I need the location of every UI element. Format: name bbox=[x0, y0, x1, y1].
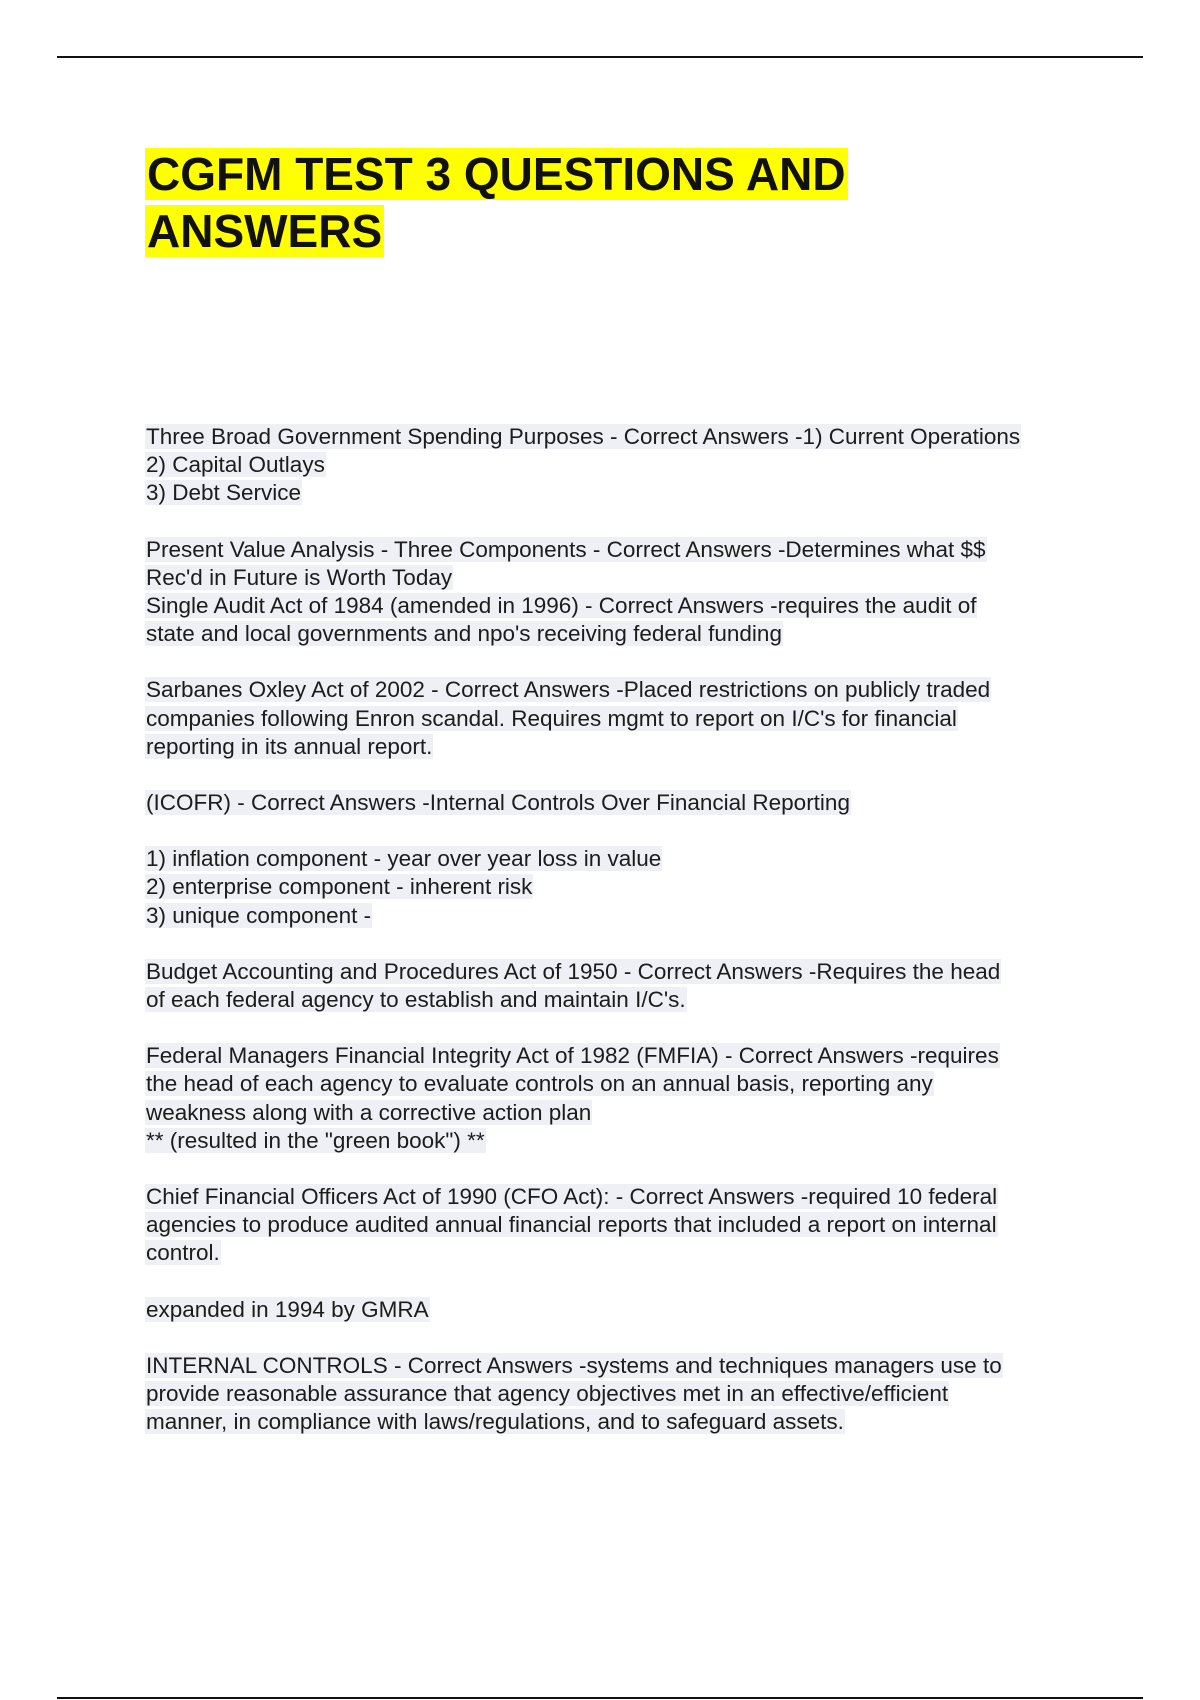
title-line-2: ANSWERS bbox=[147, 205, 383, 257]
paragraph-budget-accounting-act bbox=[145, 958, 1105, 1014]
text-line: the head of each agency to evaluate controls on an annual basis, reporting any bbox=[146, 1071, 933, 1097]
paragraph-icofr bbox=[145, 789, 1105, 817]
text-line: provide reasonable assurance that agency objectives met in an effective/efficient bbox=[146, 1381, 949, 1407]
text-line: 1) inflation component - year over year loss in value bbox=[146, 846, 662, 872]
paragraph-sarbanes-oxley bbox=[145, 676, 1105, 761]
text-line: reporting in its annual report. bbox=[146, 733, 433, 759]
text-line: Sarbanes Oxley Act of 2002 - Correct Answers -Placed restrictions on publicly traded bbox=[146, 677, 991, 703]
text-line: companies following Enron scandal. Requires mgmt to report on I/C's for financial bbox=[146, 705, 957, 731]
text-line: 3) unique component - bbox=[146, 902, 372, 928]
bottom-rule bbox=[57, 1697, 1143, 1699]
text-line: weakness along with a corrective action plan bbox=[146, 1099, 592, 1125]
paragraph-internal-controls bbox=[145, 1352, 1105, 1437]
top-rule bbox=[57, 56, 1143, 58]
text-line: manner, in compliance with laws/regulations, and to safeguard assets. bbox=[146, 1409, 844, 1435]
text-line: Federal Managers Financial Integrity Act of 1982 (FMFIA) - Correct Answers -requires bbox=[146, 1043, 999, 1069]
text-line: control. bbox=[146, 1240, 220, 1266]
text-line: Single Audit Act of 1984 (amended in 1996) - Correct Answers -requires the audit of bbox=[146, 593, 977, 619]
text-line: 2) Capital Outlays bbox=[146, 452, 325, 478]
paragraph-spending-purposes bbox=[145, 423, 1105, 508]
text-line: INTERNAL CONTROLS - Correct Answers -systems and techniques managers use to bbox=[146, 1352, 1002, 1378]
text-line: Present Value Analysis - Three Components - Correct Answers -Determines what $$ bbox=[146, 536, 986, 562]
paragraph-gmra bbox=[145, 1296, 1105, 1324]
title-line-1: CGFM TEST 3 QUESTIONS AND bbox=[147, 148, 846, 200]
paragraph-cfo-act bbox=[145, 1183, 1105, 1268]
text-line: 2) enterprise component - inherent risk bbox=[146, 874, 533, 900]
text-line: state and local governments and npo's receiving federal funding bbox=[146, 621, 782, 647]
text-line: Chief Financial Officers Act of 1990 (CFO Act): - Correct Answers -required 10 federal bbox=[146, 1184, 998, 1210]
document-body bbox=[145, 423, 1105, 1464]
text-line: Rec'd in Future is Worth Today bbox=[146, 564, 453, 590]
text-line: 3) Debt Service bbox=[146, 480, 302, 506]
paragraph-components bbox=[145, 845, 1105, 930]
page-title bbox=[145, 146, 905, 260]
text-line: agencies to produce audited annual financial reports that included a report on internal bbox=[146, 1212, 997, 1238]
text-line: expanded in 1994 by GMRA bbox=[146, 1296, 429, 1322]
paragraph-single-audit-act bbox=[145, 592, 1105, 648]
text-line: Three Broad Government Spending Purposes - Correct Answers -1) Current Operations bbox=[146, 424, 1021, 449]
paragraph-present-value bbox=[145, 536, 1105, 592]
text-line: ** (resulted in the "green book") ** bbox=[146, 1127, 485, 1153]
paragraph-fmfia bbox=[145, 1042, 1105, 1155]
text-line: Budget Accounting and Procedures Act of 1950 - Correct Answers -Requires the head bbox=[146, 958, 1001, 984]
text-line: (ICOFR) - Correct Answers -Internal Controls Over Financial Reporting bbox=[146, 790, 850, 816]
text-line: of each federal agency to establish and maintain I/C's. bbox=[146, 987, 686, 1013]
